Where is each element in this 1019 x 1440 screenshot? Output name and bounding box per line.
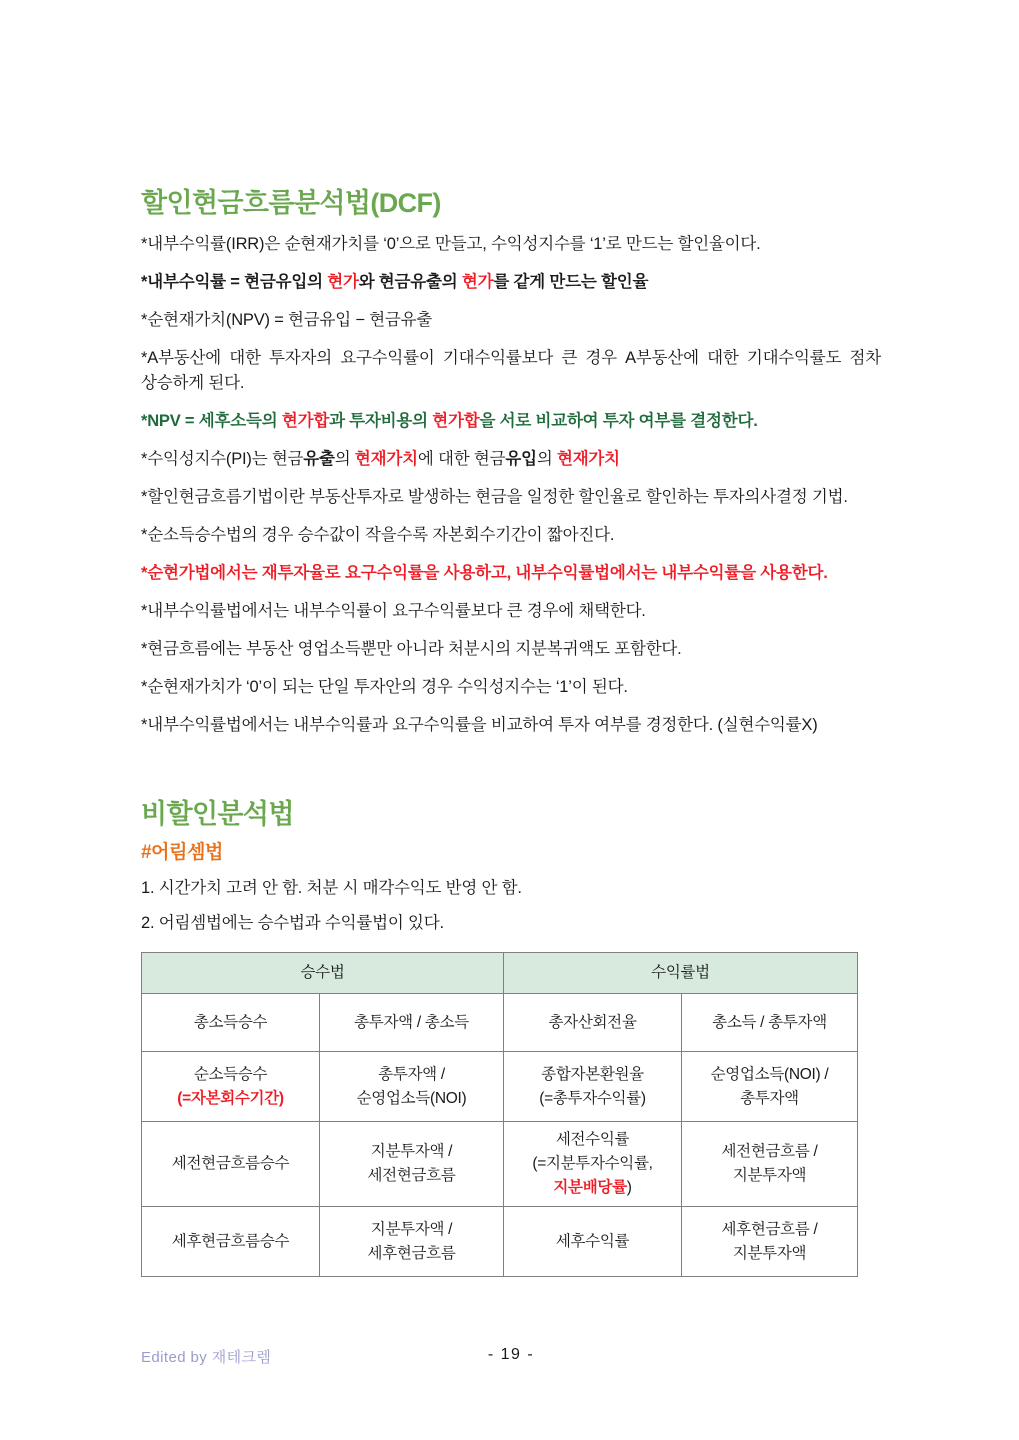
cell-multiplier-formula [320, 1122, 504, 1207]
cell-line: 총투자액 / [378, 1065, 445, 1083]
paragraph-irr-adoption [141, 599, 881, 624]
table-header-multiplier: 승수법 [142, 953, 504, 994]
multiplier-rate-table [141, 952, 858, 1277]
paragraph-net-income-multiplier [141, 523, 881, 548]
paragraph-text: *순소득승수법의 경우 승수값이 작을수록 자본회수기간이 짧아진다. [141, 526, 615, 544]
section-title-non-discount: 비할인분석법 [141, 799, 294, 829]
paragraph-text-part: 을 서로 비교하여 투자 여부를 결정한다. [479, 412, 758, 430]
paragraph-npv-comparison [141, 409, 881, 434]
cell-line: 세전현금흐름 [367, 1167, 456, 1184]
paragraph-text: *내부수익률법에서는 내부수익률이 요구수익률보다 큰 경우에 채택한다. [141, 602, 646, 620]
cell-line: 총투자액 [740, 1089, 799, 1107]
table-row [142, 1122, 858, 1207]
paragraph-text: *순현재가치(NPV) = 현금유입 − 현금유출 [141, 311, 433, 329]
paragraph-npv-formula [141, 308, 881, 333]
paragraph-text: *내부수익률법에서는 내부수익률과 요구수익률을 비교하여 투자 여부를 경정한다. (실현수익률X) [141, 716, 818, 734]
emphasis-red: 현가합 [281, 412, 330, 430]
cell-rate-formula: 총소득 / 총투자액 [682, 994, 858, 1052]
footer-editor-credit: Edited by 재테크렘 [141, 1349, 272, 1366]
emphasis-bold: 유입 [505, 450, 537, 468]
cell-rate-name [504, 1122, 682, 1207]
cell-multiplier-name: 세전현금흐름승수 [142, 1122, 320, 1207]
cell-rate-name [504, 1052, 682, 1122]
cell-rate-name: 총자산회전율 [504, 994, 682, 1052]
paragraph-text-part: 의 [536, 450, 557, 468]
list-item-text: 2. 어림셈법에는 승수법과 수익률법이 있다. [141, 914, 444, 932]
cell-multiplier-name: 세후현금흐름승수 [142, 1207, 320, 1277]
cell-rate-formula [682, 1122, 858, 1207]
paragraph-text: *순현재가치가 ‘0’이 되는 단일 투자안의 경우 수익성지수는 ‘1’이 된다. [141, 678, 628, 696]
paragraph-dcf-definition [141, 485, 881, 510]
cell-line: 지분투자액 [732, 1244, 807, 1262]
emphasis-red: 현가 [461, 273, 494, 291]
cell-line: 세전수익률 [555, 1131, 630, 1148]
table-row [142, 1052, 858, 1122]
cell-rate-formula [682, 1052, 858, 1122]
cell-line: 순영업소득(NOI) / [710, 1065, 829, 1083]
paragraph-text: *내부수익률(IRR)은 순현재가치를 ‘0’으로 만들고, 수익성지수를 ‘1’로 만드는 할인율이다. [141, 235, 761, 253]
cell-multiplier-formula [320, 1052, 504, 1122]
paragraph-pi-definition [141, 447, 881, 472]
paragraph-text: *현금흐름에는 부동산 영업소득뿐만 아니라 처분시의 지분복귀액도 포함한다. [141, 640, 682, 658]
paragraph-text: *순현가법에서는 재투자율로 요구수익률을 사용하고, 내부수익률법에서는 내부수익률을 사용한다. [141, 564, 828, 582]
section-spacer [141, 751, 881, 797]
cell-line-red: 지분배당률 [553, 1179, 627, 1196]
table-header-row [142, 953, 858, 994]
paragraph-property-a [141, 346, 881, 396]
cell-multiplier-formula: 총투자액 / 총소득 [320, 994, 504, 1052]
paragraph-text-part: 에 대한 현금 [417, 450, 506, 468]
paragraph-irr-definition [141, 232, 881, 257]
cell-line: 순소득승수 [193, 1065, 268, 1083]
emphasis-red: 현재가치 [354, 450, 418, 468]
cell-line: 종합자본환원율 [541, 1065, 644, 1083]
paragraph-text-part: *수익성지수(PI)는 현금 [141, 450, 304, 468]
table-row [142, 994, 858, 1052]
paragraph-text: *A부동산에 대한 투자자의 요구수익률이 기대수익률보다 큰 경우 A부동산에 대한 기대수익률도 점차 상승하게 된다. [141, 349, 881, 392]
cell-line: 세후현금흐름 [367, 1244, 456, 1262]
cell-line: ) [626, 1179, 632, 1196]
paragraph-cashflow-includes [141, 637, 881, 662]
paragraph-irr-formula [141, 270, 881, 295]
footer-page-number: - 19 - [487, 1346, 535, 1363]
cell-line: (=총투자수익률) [539, 1089, 646, 1107]
emphasis-red: 현가합 [432, 412, 480, 430]
cell-line: 지분투자액 [732, 1167, 807, 1184]
table-header-rate: 수익률법 [504, 953, 858, 994]
emphasis-red: 현재가치 [556, 450, 620, 468]
document-content [141, 186, 881, 1277]
table-row [142, 1207, 858, 1277]
paragraph-text-part: 와 현금유출의 [358, 273, 462, 291]
table-container [141, 952, 881, 1277]
cell-multiplier-formula [320, 1207, 504, 1277]
cell-rate-formula [682, 1207, 858, 1277]
paragraph-text-part: 를 같게 만드는 할인율 [493, 273, 649, 291]
paragraph-text-part: 의 [334, 450, 355, 468]
cell-line-red: (=자본회수기간) [177, 1089, 284, 1107]
cell-line: (=지분투자수익률, [532, 1155, 653, 1172]
paragraph-text-part: *NPV = 세후소득의 [141, 412, 282, 430]
paragraph-reinvestment-rate [141, 561, 881, 586]
list-item [141, 876, 881, 901]
emphasis-red: 현가 [327, 273, 359, 291]
paragraph-text-part: 과 투자비용의 [329, 412, 433, 430]
emphasis-bold: 유출 [303, 450, 335, 468]
cell-multiplier-name [142, 1052, 320, 1122]
page-footer [141, 1346, 881, 1370]
cell-line: 지분투자액 / [370, 1220, 453, 1238]
paragraph-irr-comparison [141, 713, 881, 738]
section-title-dcf: 할인현금흐름분석법(DCF) [141, 188, 441, 218]
cell-multiplier-name: 총소득승수 [142, 994, 320, 1052]
list-item-text: 1. 시간가치 고려 안 함. 처분 시 매각수익도 반영 안 함. [141, 879, 522, 897]
cell-line: 지분투자액 / [370, 1143, 453, 1160]
paragraph-text: *할인현금흐름기법이란 부동산투자로 발생하는 현금을 일정한 할인율로 할인하는 투자의사결정 기법. [141, 488, 848, 506]
cell-rate-name: 세후수익률 [504, 1207, 682, 1277]
cell-line: 세후현금흐름 / [721, 1220, 818, 1238]
cell-line: 세전현금흐름 / [721, 1143, 818, 1160]
subsection-title-rough-estimate: #어림셈법 [141, 842, 223, 863]
paragraph-text-part: *내부수익률 = 현금유입의 [141, 273, 328, 291]
cell-line: 순영업소득(NOI) [356, 1089, 467, 1107]
list-item [141, 911, 881, 936]
paragraph-npv-zero [141, 675, 881, 700]
